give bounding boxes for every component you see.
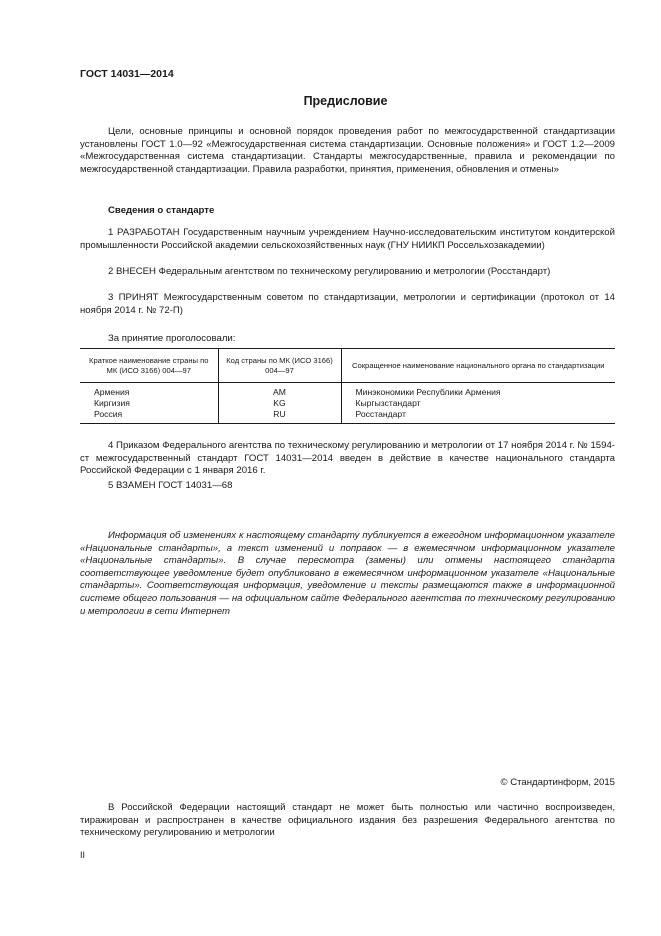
table-row (80, 409, 615, 424)
table-row (80, 383, 615, 399)
reproduction-rights: В Российской Федерации настоящий стандарт не может быть полностью или частично воспроизведен, тиражирован и распространен в качестве официального издания без разрешения Федерального агентства по техническому регулированию и метрологии (80, 802, 615, 839)
foreword-title: Предисловие (303, 94, 388, 108)
copyright: © Стандартинформ, 2015 (500, 777, 615, 788)
vote-table (80, 348, 615, 424)
header-country: Краткое наименование страны по МК (ИСО 3166) 004—97 (80, 349, 218, 383)
header-code: Код страны по МК (ИСО 3166) 004—97 (218, 349, 341, 383)
vote-table-header-row (80, 349, 615, 383)
header-body: Сокращенное наименование национального органа по стандартизации (341, 349, 615, 383)
country-cell: Россия (80, 409, 218, 424)
info-item-developed: 1 РАЗРАБОТАН Государственным научным учреждением Научно-исследовательским институтом кондитерской промышленности Российской академии сельскохозяйственных наук (ГНУ НИИКП Россельхозакадемии) (80, 227, 615, 251)
code-cell: AM (218, 383, 341, 399)
body-cell: Минэкономики Республики Армения (341, 383, 615, 399)
foreword-paragraph: Цели, основные принципы и основной порядок проведения работ по межгосударственной стандартизации установлены ГОСТ 1.0—92 «Межгосударственная система стандартизации. Основные положения» и ГОСТ 1.2—2009 «Межгосударственная система стандартизации. Стандарты межгосударственные, правила и рекомендации по межгосударственной стандартизации. Правила разработки, принятия, применения, обновления и отмены» (80, 126, 615, 175)
standard-info-heading: Сведения о стандарте (108, 205, 215, 216)
country-cell: Киргизия (94, 398, 130, 408)
code-cell: RU (218, 409, 341, 424)
info-item-enacted: 4 Приказом Федерального агентства по техническому регулированию и метрологии от 17 ноября 2014 г. № 1594-ст межгосударственный стандарт ГОСТ 14031—2014 введен в действие в качестве национального стандарта Российской Федерации с 1 января 2016 г. (80, 440, 615, 477)
info-item-replaces: 5 ВЗАМЕН ГОСТ 14031—68 (108, 480, 233, 491)
document-code: ГОСТ 14031—2014 (80, 68, 174, 80)
code-cell: KG (218, 398, 341, 409)
info-item-introduced: 2 ВНЕСЕН Федеральным агентством по техническому регулированию и метрологии (Росстандарт) (108, 266, 551, 277)
amendments-notice: Информация об изменениях к настоящему стандарту публикуется в ежегодном информационном указателе «Национальные стандарты», а текст изменений и поправок — в ежемесячном информационном указателе «Национальные стандарты». В случае пересмотра (замены) или отмены настоящего стандарта соответствующее уведомление будет опубликовано в ежемесячном информационном указателе «Национальные стандарты». Соответствующая информация, уведомление и тексты размещаются также в информационной системе общего пользования — на официальном сайте Федерального агентства по техническому регулированию и метрологии в сети Интернет (80, 530, 615, 617)
body-cell: Кыргызстандарт (341, 398, 615, 409)
info-item-adopted: 3 ПРИНЯТ Межгосударственным советом по стандартизации, метрологии и сертификации (протокол от 14 ноября 2014 г. № 72-П) (80, 292, 615, 316)
country-cell: Армения (94, 387, 130, 397)
voted-label: За принятие проголосовали: (108, 333, 236, 344)
body-cell: Росстандарт (341, 409, 615, 424)
table-row (80, 398, 615, 409)
page-number: II (80, 850, 86, 860)
